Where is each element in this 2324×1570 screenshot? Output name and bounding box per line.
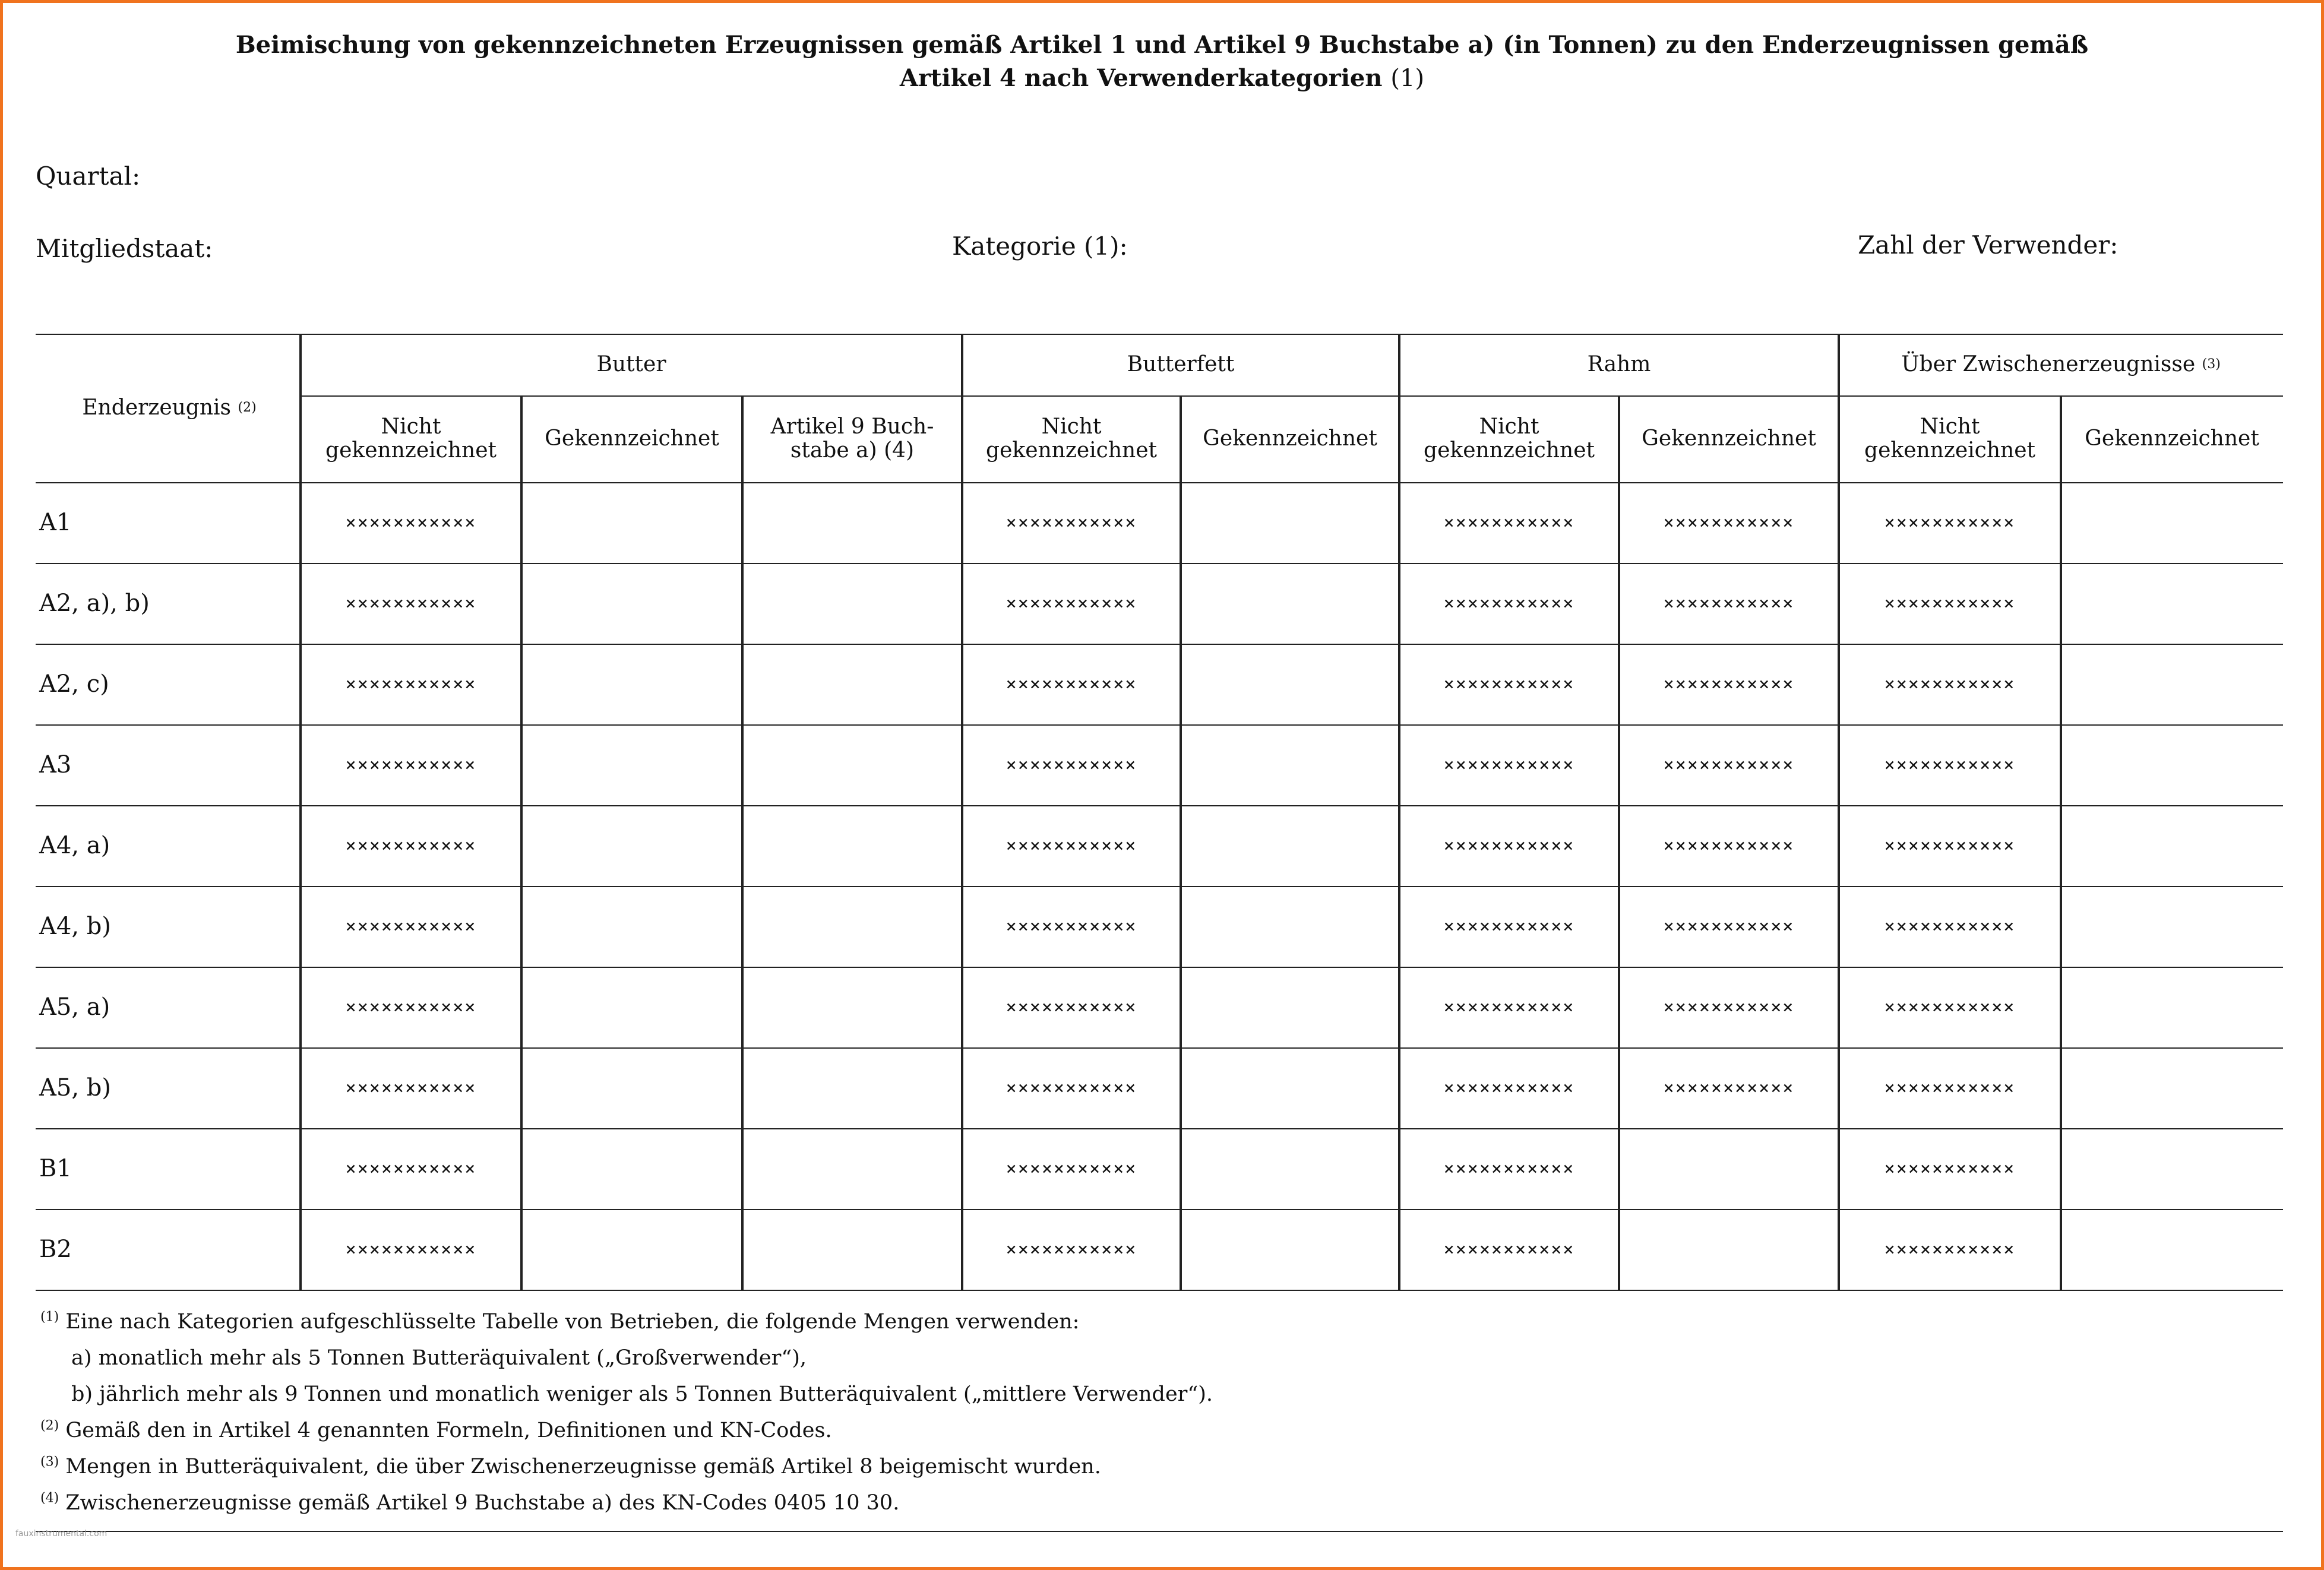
crossed-out-cell: ××××××××××× [1006,593,1137,614]
crossed-out-cell: ××××××××××× [345,673,477,695]
row-label-a3: A3 [39,751,72,778]
crossed-out-cell: ××××××××××× [1884,835,2016,856]
row-label-a2-ab: A2, a), b) [39,590,150,617]
crossed-out-cell: ××××××××××× [1663,916,1795,937]
crossed-out-cell: ××××××××××× [1663,1077,1795,1099]
form-title-line-1: Beimischung von gekennzeichneten Erzeugnissen gemäß Artikel 1 und Artikel 9 Buchstabe a) (in Tonnen) zu den Enderzeugnissen gemäß [235,31,2089,59]
footnote-1: $^{(1)}$ Eine nach Kategorien aufgeschlüsselte Tabelle von Betrieben, die folgende Mengen verwenden: [40,1309,1080,1334]
subheader-butter-artikel9: Artikel 9 Buch- stabe a) (4) [770,414,934,463]
subheader-butter-gekennzeichnet: Gekennzeichnet [545,426,719,451]
footnote-1a: a) monatlich mehr als 5 Tonnen Butteräquivalent („Großverwender“), [71,1346,807,1370]
crossed-out-cell: ××××××××××× [1443,593,1575,614]
crossed-out-cell: ××××××××××× [1663,673,1795,695]
crossed-out-cell: ××××××××××× [1443,1239,1575,1260]
crossed-out-cell: ××××××××××× [1443,996,1575,1018]
group-zwischenerzeugnisse: Über Zwischenerzeugnisse (3) [1901,352,2221,376]
subheader-butterfett-gekennzeichnet: Gekennzeichnet [1203,426,1377,451]
zahl-verwender-label: Zahl der Verwender: [1858,230,2119,259]
crossed-out-cell: ××××××××××× [1443,754,1575,775]
crossed-out-cell: ××××××××××× [1006,512,1137,533]
footnote-3: $^{(3)}$ Mengen in Butteräquivalent, die über Zwischenerzeugnisse gemäß Artikel 8 beigemischt wurden. [40,1454,1101,1479]
subheader-zwischen-nicht-gekennzeichnet: Nicht gekennzeichnet [1864,414,2035,463]
crossed-out-cell: ××××××××××× [345,754,477,775]
group-rahm: Rahm [1587,352,1651,376]
subheader-rahm-nicht-gekennzeichnet: Nicht gekennzeichnet [1424,414,1595,463]
subheader-rahm-gekennzeichnet: Gekennzeichnet [1642,426,1816,451]
crossed-out-cell: ××××××××××× [345,1158,477,1179]
crossed-out-cell: ××××××××××× [1443,835,1575,856]
form-title-line-2: Artikel 4 nach Verwenderkategorien (1) [899,64,1425,92]
watermark: fauxinstrumental.com [15,1529,107,1539]
crossed-out-cell: ××××××××××× [1663,996,1795,1018]
column-rule [741,395,744,1290]
crossed-out-cell: ××××××××××× [1884,996,2016,1018]
crossed-out-cell: ××××××××××× [1006,1158,1137,1179]
crossed-out-cell: ××××××××××× [1884,1077,2016,1099]
crossed-out-cell: ××××××××××× [1884,593,2016,614]
subheader-butterfett-nicht-gekennzeichnet: Nicht gekennzeichnet [986,414,1157,463]
crossed-out-cell: ××××××××××× [345,1239,477,1260]
crossed-out-cell: ××××××××××× [345,1077,477,1099]
group-butterfett: Butterfett [1127,352,1235,376]
crossed-out-cell: ××××××××××× [1443,916,1575,937]
crossed-out-cell: ××××××××××× [1884,1239,2016,1260]
subheader-zwischen-gekennzeichnet: Gekennzeichnet [2085,426,2259,451]
crossed-out-cell: ××××××××××× [1443,1077,1575,1099]
crossed-out-cell: ××××××××××× [1884,1158,2016,1179]
mitgliedstaat-label: Mitgliedstaat: [36,234,213,263]
crossed-out-cell: ××××××××××× [1006,673,1137,695]
row-label-b1: B1 [39,1155,72,1182]
crossed-out-cell: ××××××××××× [1443,512,1575,533]
crossed-out-cell: ××××××××××× [1663,512,1795,533]
crossed-out-cell: ××××××××××× [1006,835,1137,856]
crossed-out-cell: ××××××××××× [1443,673,1575,695]
footnote-1b: b) jährlich mehr als 9 Tonnen und monatlich weniger als 5 Tonnen Butteräquivalent („mittlere Verwender“). [71,1382,1213,1406]
crossed-out-cell: ××××××××××× [1884,916,2016,937]
crossed-out-cell: ××××××××××× [345,916,477,937]
footnotes [40,1304,1213,1521]
crossed-out-cell: ××××××××××× [1884,754,2016,775]
kategorie-label: Kategorie (1): [952,232,1128,261]
crossed-out-cell: ××××××××××× [345,512,477,533]
table-bottom-rule [36,1290,2283,1291]
crossed-out-cell: ××××××××××× [1663,754,1795,775]
crossed-out-cell: ××××××××××× [345,996,477,1018]
crossed-out-cell: ××××××××××× [1884,673,2016,695]
crossed-out-cell: ××××××××××× [1006,1077,1137,1099]
crossed-out-cell: ××××××××××× [345,593,477,614]
crossed-out-cell: ××××××××××× [345,835,477,856]
group-butter: Butter [596,352,666,376]
row-label-a4-b: A4, b) [39,913,111,940]
enderzeugnis-header: Enderzeugnis (2) [82,395,257,420]
crossed-out-cell: ××××××××××× [1006,1239,1137,1260]
footnote-2: $^{(2)}$ Gemäß den in Artikel 4 genannten Formeln, Definitionen und KN-Codes. [40,1418,832,1442]
row-label-a5-a: A5, a) [39,993,110,1021]
crossed-out-cell: ××××××××××× [1443,1158,1575,1179]
crossed-out-cell: ××××××××××× [1006,996,1137,1018]
subheader-butter-nicht-gekennzeichnet: Nicht gekennzeichnet [325,414,497,463]
row-label-a5-b: A5, b) [39,1074,111,1101]
row-label-a4-a: A4, a) [39,832,110,859]
row-label-b2: B2 [39,1236,72,1263]
crossed-out-cell: ××××××××××× [1663,835,1795,856]
crossed-out-cell: ××××××××××× [1006,754,1137,775]
footer-rule [36,1531,2283,1532]
crossed-out-cell: ××××××××××× [1884,512,2016,533]
quartal-label: Quartal: [36,162,141,191]
row-label-a2-c: A2, c) [39,670,109,698]
crossed-out-cell: ××××××××××× [1006,916,1137,937]
footnote-4: $^{(4)}$ Zwischenerzeugnisse gemäß Artikel 9 Buchstabe a) des KN-Codes 0405 10 30. [40,1490,900,1515]
crossed-out-cell: ××××××××××× [1663,593,1795,614]
row-label-a1: A1 [39,509,72,536]
